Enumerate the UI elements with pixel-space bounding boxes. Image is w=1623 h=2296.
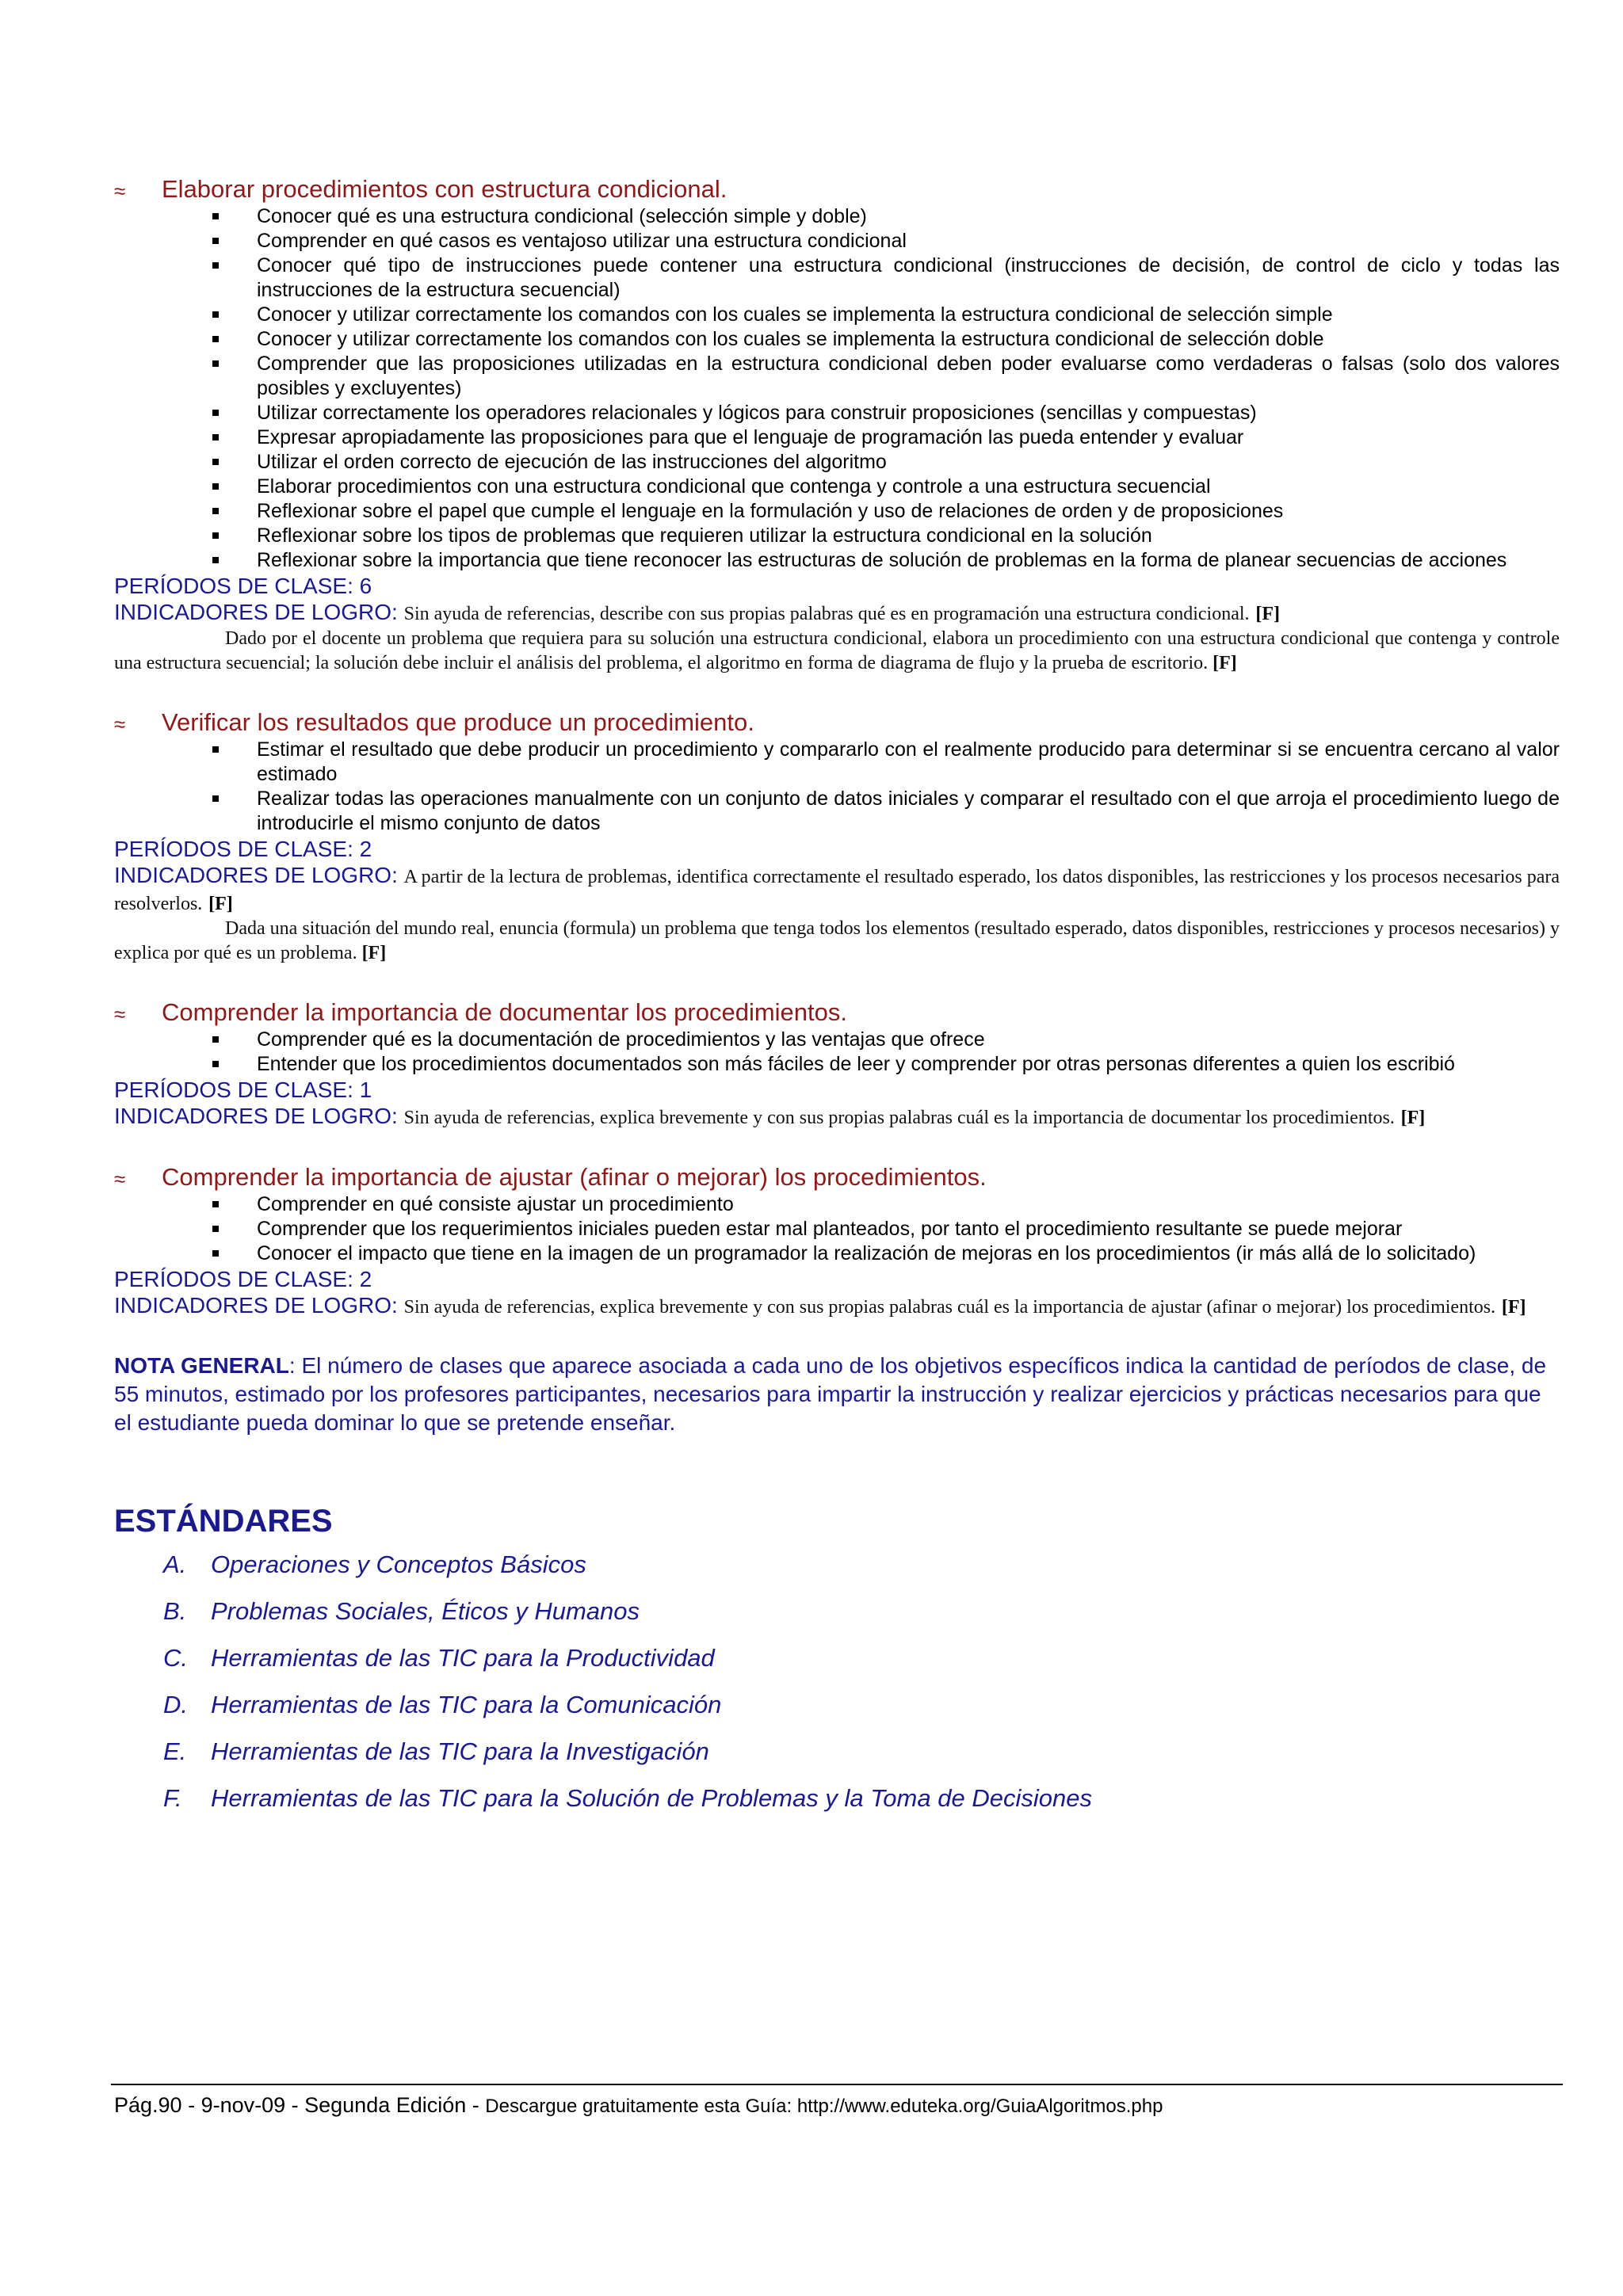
list-item-text: Reflexionar sobre los tipos de problemas que requieren utilizar la estructura condicional en la solución xyxy=(257,524,1152,547)
list-item-text: Comprender que los requerimientos iniciales pueden estar mal planteados, por tanto el procedimiento resultante se puede mejorar xyxy=(257,1218,1403,1240)
square-bullet-icon xyxy=(212,311,219,318)
estandar-letter: C. xyxy=(163,1644,188,1672)
nota-label: NOTA GENERAL xyxy=(114,1353,289,1378)
list-item-text: Reflexionar sobre la importancia que tiene reconocer las estructuras de solución de problemas en la forma de planear secuencias de acciones xyxy=(257,549,1507,571)
list-item xyxy=(114,1052,1560,1077)
list-item xyxy=(114,401,1560,425)
nota-text: : El número de clases que aparece asociada a cada uno de los objetivos específicos indica la cantidad de períodos de clase, de 55 minutos, estimado por los profesores participantes, necesarios para impartir la instrucción y realizar ejercicios y prácticas necesarios para que el estudiante pueda dominar lo que se pretende enseñar. xyxy=(114,1353,1547,1435)
indicadores-label: INDICADORES DE LOGRO: xyxy=(114,1104,398,1128)
objective-title: Comprender la importancia de documentar los procedimientos. xyxy=(162,998,847,1026)
list-item-text: Conocer y utilizar correctamente los comandos con los cuales se implementa la estructura condicional de selección doble xyxy=(257,328,1324,350)
square-bullet-icon xyxy=(212,1036,219,1043)
page-footer xyxy=(114,2092,1163,2120)
indicadores-de-logro xyxy=(114,600,1560,627)
list-item-text: Conocer qué es una estructura condicional (selección simple y doble) xyxy=(257,205,867,227)
objective-heading xyxy=(114,174,1560,204)
list-item-text: Realizar todas las operaciones manualmente con un conjunto de datos iniciales y comparar el resultado con el que arroja el procedimiento luego de introducirle el mismo conjunto de datos xyxy=(257,788,1560,834)
periodos-de-clase: PERÍODOS DE CLASE: 2 xyxy=(114,1267,372,1291)
square-bullet-icon xyxy=(212,1226,219,1232)
list-item-text: Reflexionar sobre el papel que cumple el lenguaje en la formulación y uso de relaciones de orden y de proposiciones xyxy=(257,500,1284,522)
footer-main: Pág.90 - 9-nov-09 - Segunda Edición - xyxy=(114,2093,486,2117)
square-bullet-icon xyxy=(212,557,219,563)
square-bullet-icon xyxy=(212,532,219,539)
estandar-text: Problemas Sociales, Éticos y Humanos xyxy=(211,1597,640,1625)
standard-ref-mark: [F] xyxy=(1501,1297,1526,1318)
estandar-item xyxy=(114,1690,1560,1720)
estandar-item xyxy=(114,1783,1560,1814)
indicadores-label: INDICADORES DE LOGRO: xyxy=(114,863,398,887)
list-item-text: Comprender en qué consiste ajustar un procedimiento xyxy=(257,1193,734,1215)
list-item-text: Conocer y utilizar correctamente los comandos con los cuales se implementa la estructura condicional de selección simple xyxy=(257,303,1333,326)
objective-title: Elaborar procedimientos con estructura condicional. xyxy=(162,175,727,203)
list-item-text: Entender que los procedimientos documentados son más fáciles de leer y comprender por otras personas diferentes a quien los escribió xyxy=(257,1053,1455,1075)
periodos-de-clase: PERÍODOS DE CLASE: 6 xyxy=(114,574,372,598)
estandar-item xyxy=(114,1643,1560,1673)
page-content xyxy=(114,174,1560,1830)
square-bullet-icon xyxy=(212,434,219,441)
estandar-item xyxy=(114,1596,1560,1627)
list-item xyxy=(114,327,1560,352)
list-item xyxy=(114,352,1560,401)
objective-bullet-list xyxy=(114,738,1560,836)
list-item xyxy=(114,499,1560,524)
objective-heading xyxy=(114,1162,1560,1192)
estandar-text: Herramientas de las TIC para la Investigación xyxy=(211,1737,709,1765)
objective-bullet-list xyxy=(114,204,1560,573)
list-item xyxy=(114,303,1560,327)
estandar-letter: A. xyxy=(163,1550,187,1578)
estandar-letter: D. xyxy=(163,1691,188,1718)
indicador-text: Dado por el docente un problema que requiera para su solución una estructura condicional, elabora un procedimiento con una estructura condicional que contenga y controle una estructura secuencial; la solución debe incluir el análisis del problema, el algoritmo en forma de diagrama de flujo y la prueba de escritorio. xyxy=(114,628,1560,673)
list-item xyxy=(114,1217,1560,1241)
square-bullet-icon xyxy=(212,262,219,269)
square-bullet-icon xyxy=(212,508,219,514)
approx-bullet-icon: ≈ xyxy=(114,1167,126,1191)
indicadores-text: Sin ayuda de referencias, explica brevemente y con sus propias palabras cuál es la importancia de ajustar (afinar o mejorar) los procedimientos. xyxy=(403,1297,1496,1318)
square-bullet-icon xyxy=(212,1201,219,1207)
standard-ref-mark: [F] xyxy=(1400,1108,1426,1128)
square-bullet-icon xyxy=(212,483,219,490)
standard-ref-mark: [F] xyxy=(208,894,233,914)
square-bullet-icon xyxy=(212,336,219,342)
list-item-text: Estimar el resultado que debe producir un procedimiento y compararlo con el realmente producido para determinar si se encuentra cercano al valor estimado xyxy=(257,738,1560,785)
objective-section xyxy=(114,174,1560,676)
objective-heading xyxy=(114,997,1560,1028)
objective-section xyxy=(114,1162,1560,1320)
indicador-text: Dada una situación del mundo real, enuncia (formula) un problema que tenga todos los elementos (resultado esperado, datos disponibles, restricciones y procesos necesarios) y explica por qué es un problema. xyxy=(114,918,1560,963)
list-item xyxy=(114,548,1560,573)
square-bullet-icon xyxy=(212,213,219,219)
approx-bullet-icon: ≈ xyxy=(114,1002,126,1026)
standard-ref-mark: [F] xyxy=(1255,604,1280,624)
list-item xyxy=(114,254,1560,303)
periodos-de-clase: PERÍODOS DE CLASE: 2 xyxy=(114,837,372,861)
nota-general xyxy=(114,1352,1560,1437)
indicadores-de-logro xyxy=(114,863,1560,917)
square-bullet-icon xyxy=(212,410,219,416)
list-item-text: Elaborar procedimientos con una estructura condicional que contenga y controle a una estructura secuencial xyxy=(257,475,1211,498)
estandar-letter: B. xyxy=(163,1597,187,1625)
square-bullet-icon xyxy=(212,746,219,753)
standard-ref-mark: [F] xyxy=(1212,653,1237,673)
list-item-text: Comprender qué es la documentación de procedimientos y las ventajas que ofrece xyxy=(257,1028,985,1051)
list-item xyxy=(114,425,1560,450)
estandar-letter: F. xyxy=(163,1784,182,1812)
objective-section xyxy=(114,707,1560,966)
list-item xyxy=(114,524,1560,548)
objective-bullet-list xyxy=(114,1028,1560,1077)
objective-title: Comprender la importancia de ajustar (afinar o mejorar) los procedimientos. xyxy=(162,1163,987,1191)
standard-ref-mark: [F] xyxy=(361,943,387,963)
indicadores-text: Sin ayuda de referencias, explica brevemente y con sus propias palabras cuál es la importancia de documentar los procedimientos. xyxy=(403,1108,1395,1128)
estandar-text: Operaciones y Conceptos Básicos xyxy=(211,1550,586,1578)
list-item-text: Utilizar el orden correcto de ejecución de las instrucciones del algoritmo xyxy=(257,451,887,473)
objective-heading xyxy=(114,707,1560,738)
list-item xyxy=(114,1028,1560,1052)
indicadores-label: INDICADORES DE LOGRO: xyxy=(114,1293,398,1318)
objective-section xyxy=(114,997,1560,1131)
list-item xyxy=(114,1192,1560,1217)
estandar-item xyxy=(114,1550,1560,1580)
footer-download-link[interactable]: Descargue gratuitamente esta Guía: http://www.eduteka.org/GuiaAlgoritmos.php xyxy=(485,2096,1163,2117)
objective-title: Verificar los resultados que produce un procedimiento. xyxy=(162,708,754,736)
list-item-text: Utilizar correctamente los operadores relacionales y lógicos para construir proposiciones (sencillas y compuestas) xyxy=(257,402,1257,424)
indicadores-label: INDICADORES DE LOGRO: xyxy=(114,600,398,624)
square-bullet-icon xyxy=(212,360,219,367)
list-item xyxy=(114,738,1560,787)
indicadores-text: A partir de la lectura de problemas, identifica correctamente el resultado esperado, los datos disponibles, las restricciones y los procesos necesarios para resolverlos. xyxy=(114,867,1560,914)
list-item xyxy=(114,229,1560,254)
indicadores-de-logro xyxy=(114,1293,1560,1320)
square-bullet-icon xyxy=(212,1250,219,1257)
list-item-text: Comprender en qué casos es ventajoso utilizar una estructura condicional xyxy=(257,230,907,252)
estandares-heading: ESTÁNDARES xyxy=(114,1504,333,1539)
square-bullet-icon xyxy=(212,795,219,802)
periodos-de-clase: PERÍODOS DE CLASE: 1 xyxy=(114,1077,372,1102)
estandar-letter: E. xyxy=(163,1737,187,1765)
indicador-paragraph xyxy=(114,917,1560,966)
approx-bullet-icon: ≈ xyxy=(114,179,126,203)
footer-rule xyxy=(111,2084,1563,2085)
list-item-text: Conocer el impacto que tiene en la imagen de un programador la realización de mejoras en los procedimientos (ir más allá de lo solicitado) xyxy=(257,1242,1476,1264)
objective-bullet-list xyxy=(114,1192,1560,1266)
estandar-text: Herramientas de las TIC para la Comunicación xyxy=(211,1691,722,1718)
square-bullet-icon xyxy=(212,238,219,244)
square-bullet-icon xyxy=(212,1061,219,1067)
indicador-paragraph xyxy=(114,627,1560,676)
square-bullet-icon xyxy=(212,459,219,465)
estandar-text: Herramientas de las TIC para la Productividad xyxy=(211,1644,715,1672)
estandar-text: Herramientas de las TIC para la Solución de Problemas y la Toma de Decisiones xyxy=(211,1784,1092,1812)
list-item xyxy=(114,475,1560,499)
list-item-text: Conocer qué tipo de instrucciones puede contener una estructura condicional (instrucciones de decisión, de control de ciclo y todas las instrucciones de la estructura secuencial) xyxy=(257,254,1560,301)
list-item-text: Expresar apropiadamente las proposiciones para que el lenguaje de programación las pueda entender y evaluar xyxy=(257,426,1244,448)
estandares-list xyxy=(114,1550,1560,1814)
list-item xyxy=(114,787,1560,836)
indicadores-text: Sin ayuda de referencias, describe con sus propias palabras qué es en programación una estructura condicional. xyxy=(403,604,1250,624)
indicadores-de-logro xyxy=(114,1104,1560,1131)
list-item xyxy=(114,450,1560,475)
approx-bullet-icon: ≈ xyxy=(114,712,126,736)
list-item-text: Comprender que las proposiciones utilizadas en la estructura condicional deben poder evaluarse como verdaderas o falsas (solo dos valores posibles y excluyentes) xyxy=(257,353,1560,399)
list-item xyxy=(114,1241,1560,1266)
list-item xyxy=(114,204,1560,229)
estandar-item xyxy=(114,1737,1560,1767)
